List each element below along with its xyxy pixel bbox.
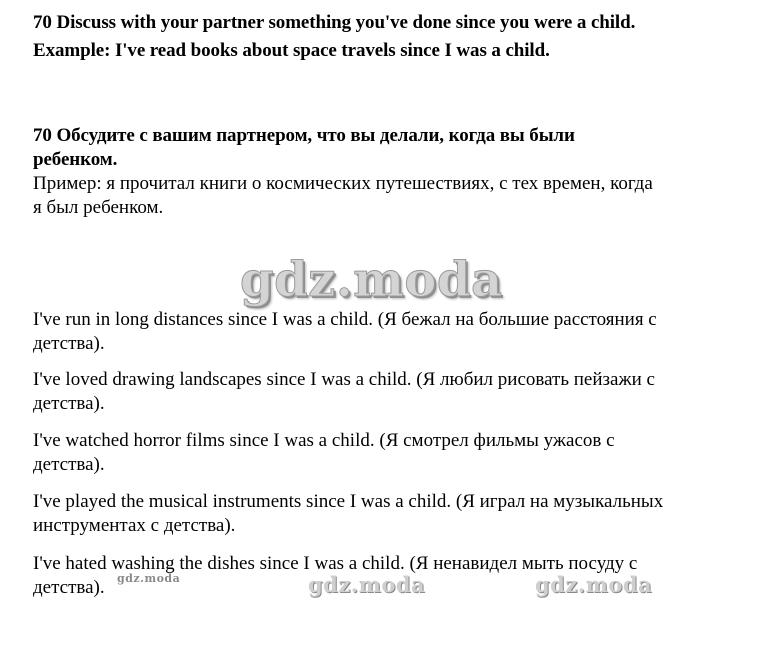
answer-3-line1: I've watched horror films since I was a child. (Я смотрел фильмы ужасов с	[33, 430, 615, 451]
task-example-ru-line1: Пример: я прочитал книги о космических путешествиях, с тех времен, когда	[33, 173, 653, 194]
task-title-ru-line1: 70 Обсудите с вашим партнером, что вы делали, когда вы были	[33, 125, 575, 146]
answer-2-line1: I've loved drawing landscapes since I was a child. (Я любил рисовать пейзажи с	[33, 369, 655, 390]
answer-4-line1: I've played the musical instruments since I was a child. (Я играл на музыкальных	[33, 491, 664, 512]
answer-3-line2: детства).	[33, 454, 105, 475]
answer-4-line2: инструментах с детства).	[33, 515, 236, 536]
watermark-footer-right: gdz.moda	[535, 572, 653, 597]
answer-1-line2: детства).	[33, 333, 105, 354]
task-example-en: Example: I've read books about space travels since I was a child.	[33, 40, 550, 61]
task-title-ru-line2: ребенком.	[33, 149, 118, 170]
watermark-footer-left: gdz.moda	[308, 572, 426, 597]
watermark-main: gdz.moda	[240, 252, 503, 308]
watermark-small: gdz.moda	[117, 572, 181, 585]
answer-5-line2: детства).	[33, 577, 105, 598]
task-title-en: 70 Discuss with your partner something you've done since you were a child.	[33, 12, 636, 33]
answer-1-line1: I've run in long distances since I was a child. (Я бежал на большие расстояния с	[33, 309, 657, 330]
answer-2-line2: детства).	[33, 393, 105, 414]
answer-5-line1: I've hated washing the dishes since I was a child. (Я ненавидел мыть посуду с	[33, 553, 638, 574]
task-example-ru-line2: я был ребенком.	[33, 197, 164, 218]
